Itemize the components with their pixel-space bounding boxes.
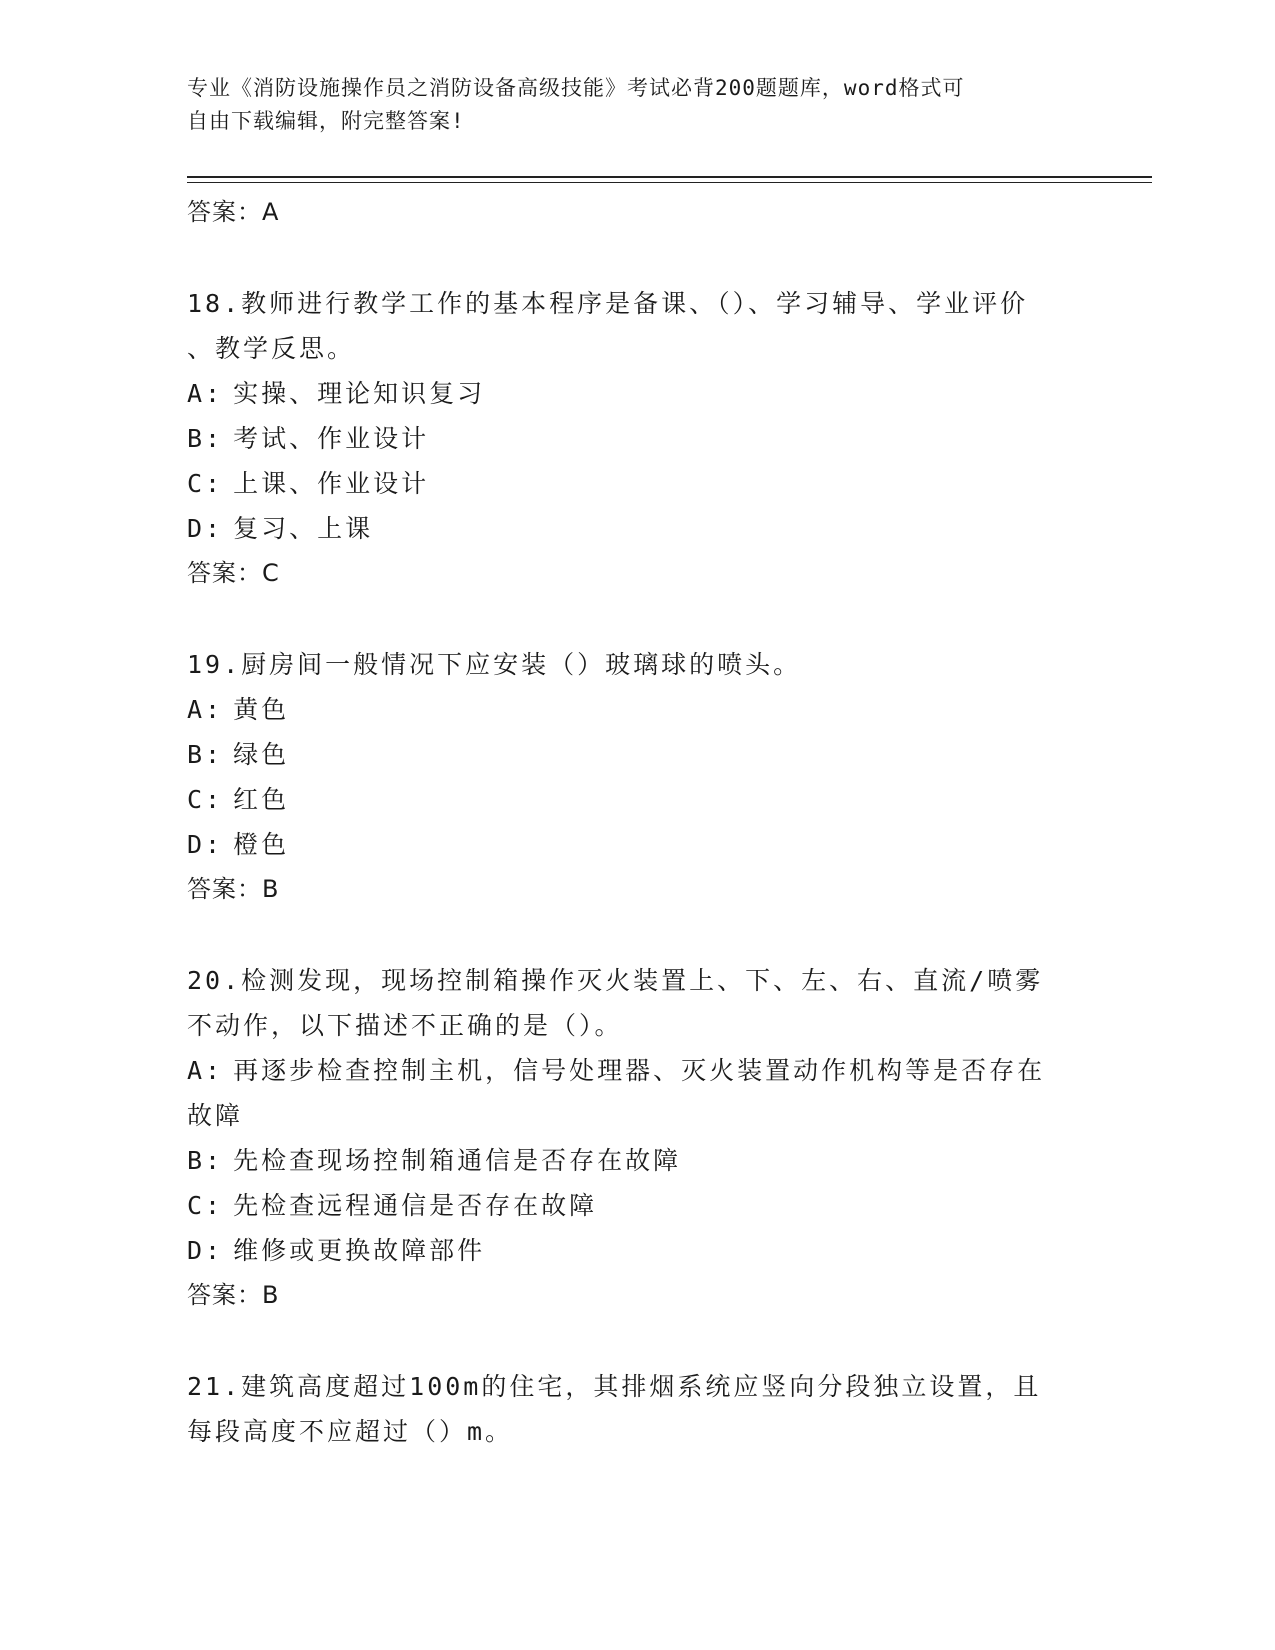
option-d — [187, 822, 1087, 867]
question-20 — [187, 958, 1087, 1318]
option-b — [187, 1138, 1087, 1183]
answer-18: 答案：C — [187, 559, 280, 587]
answer-19: 答案：B — [187, 875, 280, 903]
question-stem: 20.检测发现，现场控制箱操作灭火装置上、下、左、右、直流/喷雾 — [187, 966, 1044, 995]
question-stem-cont: 每段高度不应超过（）m。 — [187, 1417, 514, 1446]
option-letter: C: — [187, 1191, 224, 1220]
option-text: 再逐步检查控制主机，信号处理器、灭火装置动作机构等是否存在 — [233, 1056, 1046, 1085]
option-text: 红色 — [233, 785, 290, 814]
option-text: 上课、作业设计 — [233, 469, 430, 498]
option-text: 考试、作业设计 — [233, 424, 430, 453]
document-body — [187, 190, 1087, 1454]
option-a — [187, 687, 1087, 732]
option-d — [187, 1228, 1087, 1273]
question-stem: 21.建筑高度超过100m的住宅，其排烟系统应竖向分段独立设置，且 — [187, 1372, 1042, 1401]
option-text: 实操、理论知识复习 — [233, 379, 486, 408]
option-c — [187, 777, 1087, 822]
option-d — [187, 506, 1087, 551]
document-header — [187, 72, 1087, 138]
option-text: 先检查现场控制箱通信是否存在故障 — [233, 1146, 682, 1175]
option-letter: C: — [187, 785, 224, 814]
option-text: 复习、上课 — [233, 514, 374, 543]
question-stem-cont: 不动作，以下描述不正确的是（）。 — [187, 1011, 623, 1040]
option-letter: C: — [187, 469, 224, 498]
question-stem: 19.厨房间一般情况下应安装（）玻璃球的喷头。 — [187, 650, 802, 679]
question-18 — [187, 281, 1087, 596]
option-text: 黄色 — [233, 695, 290, 724]
answer-17: 答案：A — [187, 198, 280, 226]
answer-20: 答案：B — [187, 1281, 280, 1309]
option-c — [187, 461, 1087, 506]
option-a-cont: 故障 — [187, 1101, 244, 1130]
option-text: 橙色 — [233, 830, 290, 859]
option-letter: D: — [187, 514, 224, 543]
option-a — [187, 1048, 1087, 1093]
option-letter: B: — [187, 424, 224, 453]
option-b — [187, 732, 1087, 777]
question-stem: 18.教师进行教学工作的基本程序是备课、（）、学习辅导、学业评价 — [187, 289, 1029, 318]
option-text: 绿色 — [233, 740, 290, 769]
option-c — [187, 1183, 1087, 1228]
option-a — [187, 371, 1087, 416]
option-b — [187, 416, 1087, 461]
header-divider-thin — [187, 182, 1152, 183]
option-letter: A: — [187, 695, 224, 724]
question-19 — [187, 642, 1087, 912]
option-text: 先检查远程通信是否存在故障 — [233, 1191, 598, 1220]
option-text: 维修或更换故障部件 — [233, 1236, 486, 1265]
option-letter: B: — [187, 1146, 224, 1175]
option-letter: B: — [187, 740, 224, 769]
option-letter: A: — [187, 1056, 224, 1085]
option-letter: D: — [187, 1236, 224, 1265]
option-letter: A: — [187, 379, 224, 408]
option-letter: D: — [187, 830, 224, 859]
header-line-1: 专业《消防设施操作员之消防设备高级技能》考试必背200题题库，word格式可 — [187, 76, 965, 100]
header-line-2: 自由下载编辑，附完整答案! — [187, 109, 465, 133]
question-21 — [187, 1364, 1087, 1454]
question-stem-cont: 、教学反思。 — [187, 334, 356, 363]
header-divider — [187, 176, 1152, 178]
